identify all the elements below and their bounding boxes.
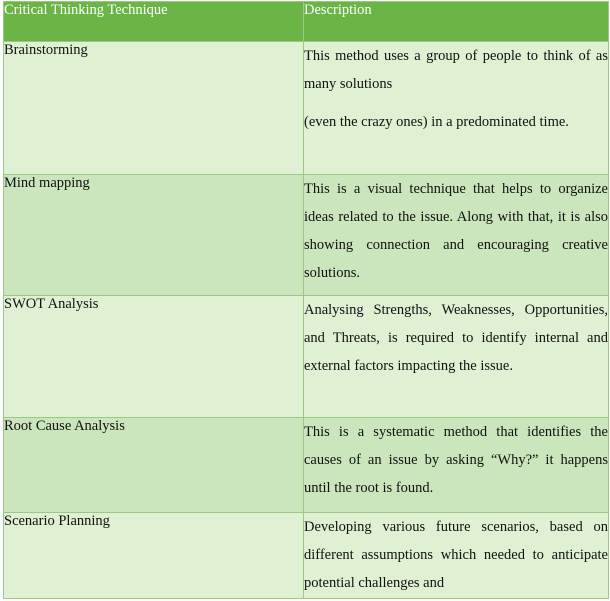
header-description: Description xyxy=(304,2,609,42)
table-row-scenario-planning xyxy=(4,513,609,599)
critical-thinking-table xyxy=(3,1,609,599)
table-row-swot-analysis xyxy=(4,296,609,418)
description-cell xyxy=(304,296,609,418)
table-row-brainstorming xyxy=(4,42,609,175)
technique-cell: SWOT Analysis xyxy=(4,296,304,418)
header-technique: Critical Thinking Technique xyxy=(4,2,304,42)
technique-cell: Mind mapping xyxy=(4,175,304,296)
description-cell xyxy=(304,418,609,513)
description-text: This is a visual technique that helps to organize ideas related to the issue. Along with that, it is also showing connection and encouraging creative solutions. xyxy=(304,181,608,281)
technique-cell: Scenario Planning xyxy=(4,513,304,599)
table-header-row xyxy=(4,2,609,42)
description-text: Analysing Strengths, Weaknesses, Opportunities, and Threats, is required to identify internal and external factors impacting the issue. xyxy=(304,302,608,374)
description-cell xyxy=(304,42,609,175)
description-text: This method uses a group of people to think of as many solutions xyxy=(304,48,608,92)
technique-cell: Brainstorming xyxy=(4,42,304,175)
description-text: Developing various future scenarios, based on different assumptions which needed to anticipate potential challenges and xyxy=(304,519,608,591)
description-cell xyxy=(304,513,609,599)
table-row-root-cause-analysis xyxy=(4,418,609,513)
description-text: (even the crazy ones) in a predominated time. xyxy=(304,114,569,130)
technique-cell: Root Cause Analysis xyxy=(4,418,304,513)
description-text: This is a systematic method that identifies the causes of an issue by asking “Why?” it happens until the root is found. xyxy=(304,424,608,496)
table-row-mind-mapping xyxy=(4,175,609,296)
description-cell xyxy=(304,175,609,296)
